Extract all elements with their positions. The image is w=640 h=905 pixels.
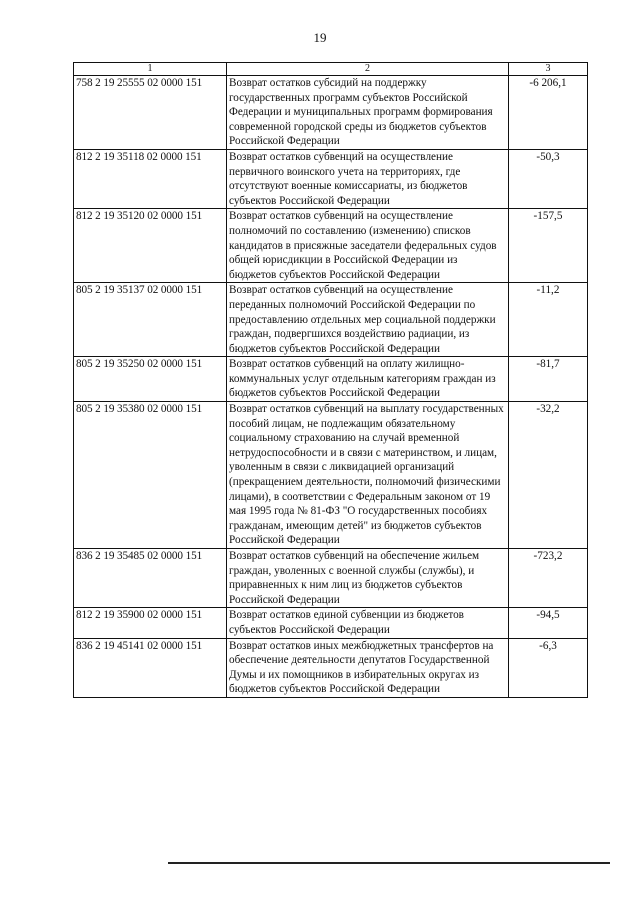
description-cell: Возврат остатков субвенций на осуществление первичного воинского учета на территориях, где отсутствуют военные комиссариаты, из бюджетов субъектов Российской Федерации [227,149,509,208]
budget-code-cell: 836 2 19 35485 02 0000 151 [74,549,227,608]
table-row [74,149,588,208]
description-cell: Возврат остатков субвенций на осуществление полномочий по составлению (изменению) списков кандидатов в присяжные заседатели федеральных судов общей юрисдикции в Российской Федерации из бюджетов субъектов Российской Федерации [227,209,509,283]
amount-cell: -723,2 [509,549,588,608]
description-cell: Возврат остатков субсидий на поддержку государственных программ субъектов Российской Федерации и муниципальных программ формирования современной городской среды из бюджетов субъектов Российской Федерации [227,76,509,150]
budget-code-cell: 812 2 19 35118 02 0000 151 [74,149,227,208]
footer-divider [168,862,610,864]
column-header-2: 2 [227,63,509,76]
amount-cell: -6 206,1 [509,76,588,150]
table-row [74,76,588,150]
amount-cell: -157,5 [509,209,588,283]
column-header-1: 1 [74,63,227,76]
table-row [74,209,588,283]
amount-cell: -11,2 [509,283,588,357]
table-row [74,549,588,608]
budget-code-cell: 812 2 19 35120 02 0000 151 [74,209,227,283]
budget-code-cell: 758 2 19 25555 02 0000 151 [74,76,227,150]
budget-code-cell: 836 2 19 45141 02 0000 151 [74,638,227,697]
budget-code-cell: 812 2 19 35900 02 0000 151 [74,608,227,638]
table-row [74,283,588,357]
amount-cell: -81,7 [509,357,588,402]
description-cell: Возврат остатков субвенций на осуществление переданных полномочий Российской Федерации по предоставлению отдельных мер социальной поддержки граждан, подвергшихся воздействию радиации, из бюджетов субъектов Российской Федерации [227,283,509,357]
column-header-3: 3 [509,63,588,76]
amount-cell: -94,5 [509,608,588,638]
budget-code-cell: 805 2 19 35250 02 0000 151 [74,357,227,402]
description-cell: Возврат остатков субвенций на обеспечение жильем граждан, уволенных с военной службы (службы), и приравненных к ним лиц из бюджетов субъектов Российской Федерации [227,549,509,608]
description-cell: Возврат остатков субвенций на оплату жилищно-коммунальных услуг отдельным категориям граждан из бюджетов субъектов Российской Федерации [227,357,509,402]
table-header-row [74,63,588,76]
table-row [74,638,588,697]
description-cell: Возврат остатков субвенций на выплату государственных пособий лицам, не подлежащим обязательному социальному страхованию на случай временной нетрудоспособности и в связи с материнством, и лицам, уволенным в связи с ликвидацией организаций (прекращением деятельности, полномочий физическими лицами), в соответствии с Федеральным законом от 19 мая 1995 года № 81-ФЗ "О государственных пособиях гражданам, имеющим детей" из бюджетов субъектов Российской Федерации [227,402,509,549]
table-row [74,357,588,402]
table-row [74,608,588,638]
amount-cell: -6,3 [509,638,588,697]
page-number: 19 [313,30,327,45]
budget-code-cell: 805 2 19 35137 02 0000 151 [74,283,227,357]
description-cell: Возврат остатков единой субвенции из бюджетов субъектов Российской Федерации [227,608,509,638]
amount-cell: -32,2 [509,402,588,549]
description-cell: Возврат остатков иных межбюджетных трансфертов на обеспечение деятельности депутатов Государственной Думы и их помощников в избирательных округах из бюджетов субъектов Российской Федерации [227,638,509,697]
budget-code-cell: 805 2 19 35380 02 0000 151 [74,402,227,549]
budget-table [73,62,588,698]
amount-cell: -50,3 [509,149,588,208]
table-row [74,402,588,549]
